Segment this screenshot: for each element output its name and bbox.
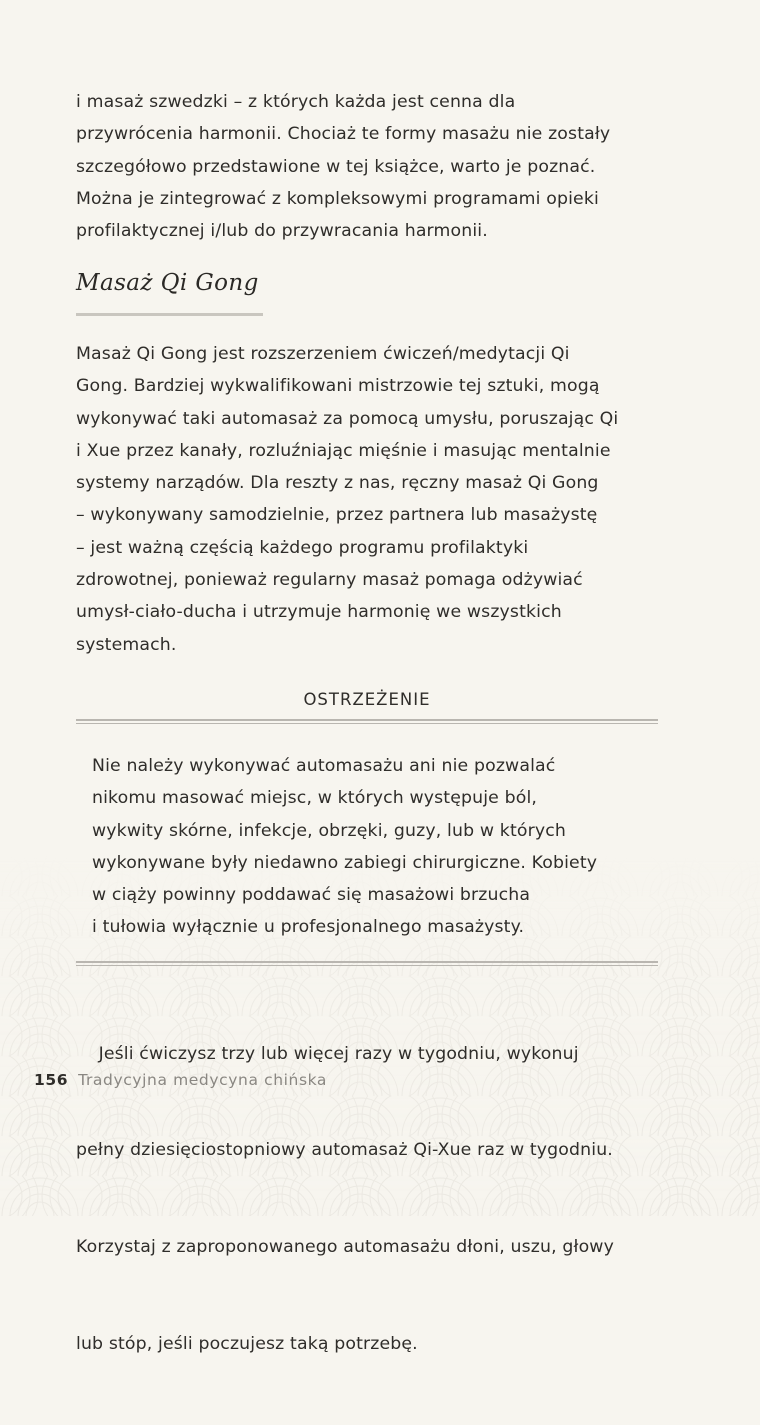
text-line: – jest ważną częścią każdego programu profilaktyki: [76, 537, 529, 558]
text-line: Można je zintegrować z kompleksowymi programami opieki: [76, 188, 599, 209]
text-line: – wykonywany samodzielnie, przez partnera lub masażystę: [76, 505, 598, 526]
text-line: systemach.: [76, 634, 177, 655]
text-line: Gong. Bardziej wykwalifikowani mistrzowie tej sztuki, mogą: [76, 376, 600, 397]
qigong-paragraph: [76, 338, 686, 661]
text-line: przywrócenia harmonii. Chociaż te formy masażu nie zostały: [76, 124, 611, 145]
heading-underline: [76, 313, 263, 316]
text-line: i tułowia wyłącznie u profesjonalnego masażysty.: [92, 917, 525, 938]
text-line: Nie należy wykonywać automasażu ani nie pozwalać: [92, 756, 556, 776]
warning-body: [92, 750, 652, 944]
text-line: lub stóp, jeśli poczujesz taką potrzebę.: [76, 1334, 418, 1355]
text-line: Masaż Qi Gong jest rozszerzeniem ćwiczeń/medytacji Qi: [76, 344, 570, 364]
text-line: nikomu masować miejsc, w których występuje ból,: [92, 788, 538, 809]
text-line: zdrowotnej, ponieważ regularny masaż pomaga odżywiać: [76, 570, 583, 591]
page-footer: [34, 1071, 327, 1089]
warning-bottom-divider: [76, 961, 658, 966]
intro-paragraph: [76, 86, 686, 247]
text-line: Jeśli ćwiczysz trzy lub więcej razy w tygodniu, wykonuj: [76, 1043, 579, 1064]
warning-top-divider: [76, 719, 658, 724]
text-line: profilaktycznej i/lub do przywracania harmonii.: [76, 221, 488, 242]
text-line: i Xue przez kanały, rozluźniając mięśnie i masując mentalnie: [76, 440, 611, 461]
text-line: szczegółowo przedstawione w tej książce, warto je poznać.: [76, 156, 596, 177]
text-line: wykwity skórne, infekcje, obrzęki, guzy, lub w których: [92, 820, 566, 841]
text-line: w ciąży powinny poddawać się masażowi brzucha: [92, 885, 531, 906]
section-heading: Masaż Qi Gong: [76, 270, 259, 296]
text-line: systemy narządów. Dla reszty z nas, ręczny masaż Qi Gong: [76, 473, 599, 494]
text-line: i masaż szwedzki – z których każda jest cenna dla: [76, 92, 516, 112]
closing-paragraph: [76, 973, 686, 1425]
text-line: umysł-ciało-ducha i utrzymuje harmonię we wszystkich: [76, 602, 562, 623]
warning-title: OSTRZEŻENIE: [303, 690, 431, 709]
text-line: wykonywać taki automasaż za pomocą umysłu, poruszając Qi: [76, 408, 619, 429]
page-number: 156: [34, 1071, 69, 1089]
text-line: wykonywane były niedawno zabiegi chirurgiczne. Kobiety: [92, 852, 598, 873]
running-title: Tradycyjna medycyna chińska: [78, 1071, 328, 1089]
text-line: pełny dziesięciostopniowy automasaż Qi-Xue raz w tygodniu.: [76, 1140, 613, 1161]
text-line: Korzystaj z zaproponowanego automasażu dłoni, uszu, głowy: [76, 1237, 614, 1258]
